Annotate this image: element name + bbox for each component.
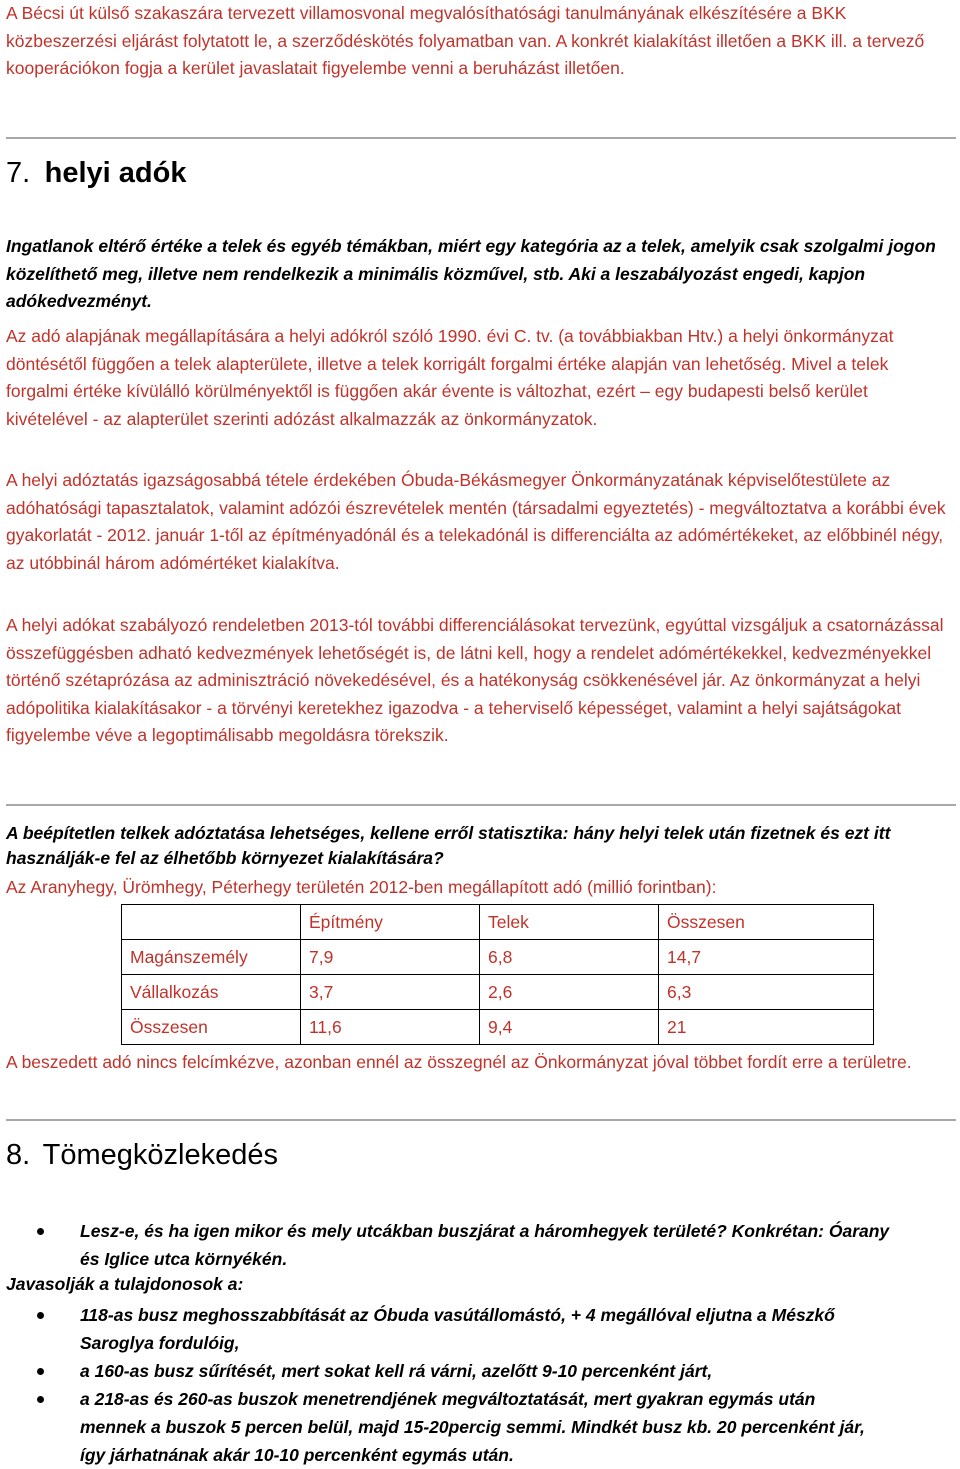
table-cell: 3,7 — [301, 975, 480, 1010]
section-7-answer-1: Az adó alapjának megállapítására a helyi adókról szóló 1990. évi C. tv. (a továbbiakban Htv.) a helyi önkormányzat döntésétől függően a telek alapterülete, illetve a telek korrigált forgalmi értéke alapján van lehetőség. Mivel a telek forgalmi értéke kívülálló körülményektől is függően akár évente is változhat, ezért – egy budapesti belső kerület kivételével - az alapterület szerinti adózást alkalmazzák az önkormányzatok. — [6, 326, 894, 429]
table-cell: 6,8 — [480, 940, 659, 975]
section-7-question-2: A beépítetlen telkek adóztatása lehetséges, kellene erről statisztika: hány helyi telek után fizetnek és ezt itt használják-e fel az élhetőbb környezet kialakítására? — [6, 823, 891, 868]
section-7-answer-3: A helyi adókat szabályozó rendeletben 2013-tól további differenciálásokat tervezünk, egyúttal vizsgáljuk a csatornázással összefüggésben adható kedvezmények lehetőségét is, de látni kell, hogy a rendelet adómértékekkel, kedvezményekkel történő szétaprózása az adminisztráció növekedésével, és a hatékonyság csökkenésével jár. Az önkormányzat a helyi adópolitika kialakításakor - a törvényi keretekhez igazodva - a teherviselő képességet, valamint a helyi sajátságokat figyelembe véve a legoptimálisabb megoldásra törekszik. — [6, 615, 944, 745]
bullet-icon — [37, 1312, 44, 1319]
section-7-number: 7. — [6, 157, 31, 189]
table-cell: 14,7 — [659, 940, 874, 975]
list-item-text: Lesz-e, és ha igen mikor és mely utcákban buszjárat a háromhegyek területé? Konkrétan: Óarany és Iglice utca környékén. — [80, 1221, 890, 1269]
list-item — [6, 1357, 886, 1385]
table-cell: 7,9 — [301, 940, 480, 975]
table-cell: 6,3 — [659, 975, 874, 1010]
list-item — [6, 1217, 906, 1273]
table-row — [122, 1010, 874, 1045]
section-7-title: helyi adók — [44, 157, 187, 189]
section-7-heading — [6, 156, 186, 190]
table-header-cell: Építmény — [301, 905, 480, 940]
bullet-icon — [37, 1228, 44, 1235]
list-item — [6, 1385, 886, 1469]
table-header-cell: Összesen — [659, 905, 874, 940]
divider — [6, 1119, 956, 1121]
divider — [6, 804, 956, 806]
table-row — [122, 975, 874, 1010]
section-8-heading — [6, 1138, 278, 1172]
list-item-text: a 218-as és 260-as buszok menetrendjének megváltoztatását, mert gyakran egymás után mennek a buszok 5 percen belül, majd 15-20percig semmi. Mindkét busz kb. 20 percenként jár, így járhatnának akár 10-10 percenként egymás után. — [80, 1389, 865, 1465]
table-cell: Összesen — [122, 1010, 301, 1045]
bullet-icon — [37, 1368, 44, 1375]
table-note: A beszedett adó nincs felcímkézve, azonban ennél az összegnél az Önkormányzat jóval többet fordít erre a területre. — [6, 1052, 912, 1072]
tax-table — [121, 904, 874, 1045]
list-item-text: a 160-as busz sűrítését, mert sokat kell rá várni, azelőtt 9-10 percenként járt, — [80, 1361, 713, 1381]
table-cell: 2,6 — [480, 975, 659, 1010]
table-row — [122, 940, 874, 975]
proposal-list — [6, 1301, 886, 1469]
intro-paragraph: A Bécsi út külső szakaszára tervezett villamosvonal megvalósíthatósági tanulmányának elkészítésére a BKK közbeszerzési eljárást folytatott le, a szerződéskötés folyamatban van. A konkrét kialakítást illetően a BKK ill. a tervező kooperációkon fogja a kerület javaslatait figyelembe venni a beruházást illetően. — [6, 3, 925, 78]
proposal-label: Javasolják a tulajdonosok a: — [6, 1274, 244, 1294]
section-7-question: Ingatlanok eltérő értéke a telek és egyéb témákban, miért egy kategória az a telek, amelyik csak szolgalmi jogon közelíthető meg, illetve nem rendelkezik a minimális közművel, stb. Aki a leszabályozást engedi, kapjon adókedvezményt. — [6, 236, 936, 311]
list-item — [6, 1301, 886, 1357]
section-7-answer-2: A helyi adóztatás igazságosabbá tétele érdekében Óbuda-Békásmegyer Önkormányzatának képviselőtestülete az adóhatósági tapasztalatok, valamint adózói észrevételek mentén (társadalmi egyeztetés) - megváltoztatva a korábbi évek gyakorlatát - 2012. január 1-től az építményadónál és a telekadónál is differenciálta az adómértékeket, az előbbinél négy, az utóbbinál három adómértéket kialakítva. — [6, 470, 946, 573]
table-cell: 11,6 — [301, 1010, 480, 1045]
divider — [6, 137, 956, 139]
table-cell: 21 — [659, 1010, 874, 1045]
bullet-icon — [37, 1396, 44, 1403]
table-cell: Magánszemély — [122, 940, 301, 975]
table-cell: Vállalkozás — [122, 975, 301, 1010]
list-item-text: 118-as busz meghosszabbítását az Óbuda vasútállomástó, + 4 megállóval eljutna a Mészkő Saroglya fordulóig, — [80, 1305, 835, 1353]
question-list — [6, 1217, 906, 1273]
table-header-cell: Telek — [480, 905, 659, 940]
section-8-number: 8. — [6, 1139, 31, 1171]
table-header-row — [122, 905, 874, 940]
table-caption: Az Aranyhegy, Ürömhegy, Péterhegy területén 2012-ben megállapított adó (millió forintban): — [6, 877, 717, 897]
section-8-title: Tömegközlekedés — [42, 1139, 278, 1171]
table-cell: 9,4 — [480, 1010, 659, 1045]
table-header-cell — [122, 905, 301, 940]
